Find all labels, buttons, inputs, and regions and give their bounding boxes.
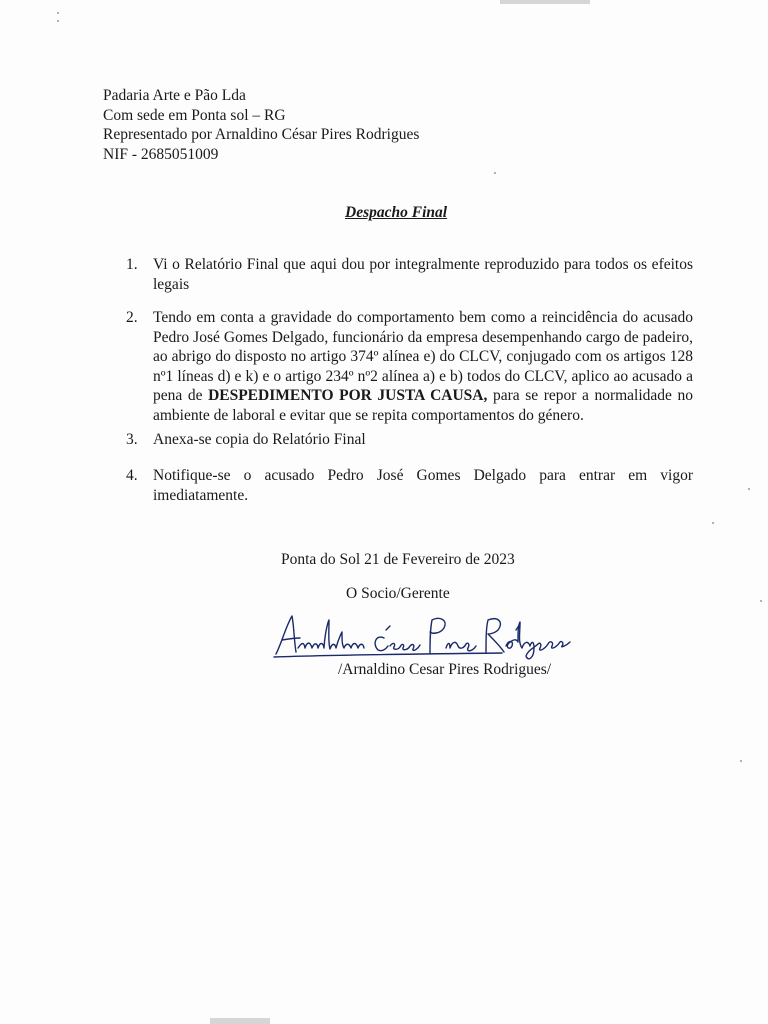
scan-artifact [760,600,762,602]
list-item [126,466,693,505]
item-number: 3. [126,431,138,448]
place-date: Ponta do Sol 21 de Fevereiro de 2023 [281,551,515,568]
item-text [153,308,693,425]
company-address: Com sede em Ponta sol – RG [103,106,286,124]
document-title: Despacho Final [345,204,448,221]
penalty-emphasis: DESPEDIMENTO POR JUSTA CAUSA, [208,387,488,404]
scan-artifact [500,0,590,4]
company-nif: NIF - 2685051009 [103,145,219,163]
signatory-role: O Socio/Gerente [346,585,450,602]
scan-artifact [748,488,750,490]
item-text: Notifique-se o acusado Pedro José Gomes Delgado para entrar em vigor imediatamente. [153,467,693,504]
company-name: Padaria Arte e Pão Lda [103,87,246,104]
item-text: Vi o Relatório Final que aqui dou por integralmente reproduzido para todos os efeitos legais [153,256,693,293]
scan-artifact [210,1018,270,1024]
scan-artifact [740,760,742,762]
scan-artifact [57,20,59,22]
scan-artifact [712,522,714,524]
item-text-before: Tendo em conta a gravidade do comportamento bem como a reincidência do acusado Pedro José Gomes Delgado, funcionário da empresa desempenhando cargo de padeiro, ao abrigo do disposto no artigo 374º alínea e) do CLCV, conjugado com os artigos 128 nº1 líneas d) e k) e o artigo 234º nº2 alínea a) e b) todos do CLCV, aplico ao acusado a pena de [153,309,693,404]
printed-name: /Arnaldino Cesar Pires Rodrigues/ [338,661,552,678]
company-representative: Representado por Arnaldino César Pires Rodrigues [103,126,420,143]
scan-artifact [57,12,59,14]
scan-artifact [494,172,496,174]
company-header [103,86,419,164]
list-item [126,430,693,450]
item-number: 2. [126,309,138,326]
item-text-after: para se repor a normalidade no ambiente de laboral e evitar que se repita comportamentos do género. [153,387,693,424]
item-text: Anexa-se copia do Relatório Final [153,431,366,448]
item-number: 4. [126,467,138,484]
handwritten-signature [272,612,582,664]
list-item [126,308,693,425]
list-item [126,255,693,294]
item-number: 1. [126,256,138,273]
